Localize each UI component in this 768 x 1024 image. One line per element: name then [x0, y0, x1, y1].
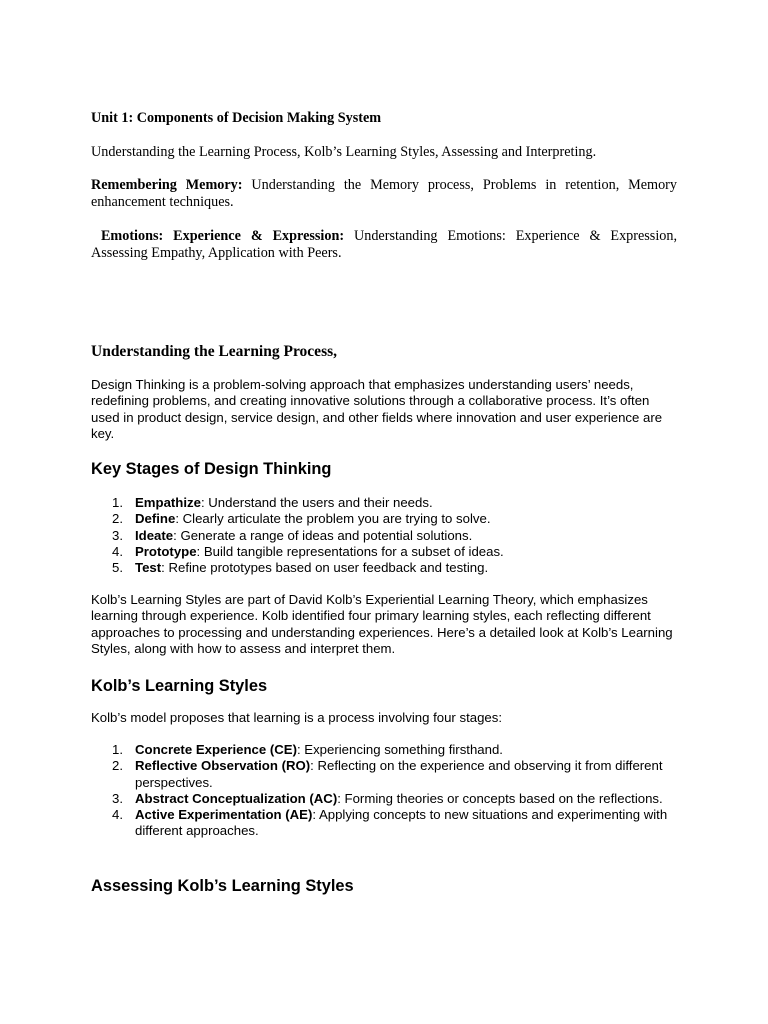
- list-item: [91, 495, 677, 511]
- list-number: 4.: [112, 807, 123, 823]
- stages-list: [91, 495, 677, 576]
- learning-process-heading: Understanding the Learning Process,: [91, 343, 338, 360]
- list-text: : Reflecting on the experience and observing it from different perspectives.: [135, 758, 663, 790]
- list-item: [91, 560, 677, 576]
- list-term: Define: [135, 511, 176, 527]
- list-number: 1.: [112, 742, 123, 757]
- list-item: [91, 758, 677, 791]
- memory-label: Remembering Memory:: [91, 177, 243, 193]
- list-item: [91, 791, 677, 807]
- list-number: 1.: [112, 495, 123, 510]
- list-number: 4.: [112, 543, 123, 559]
- emotions-label: Emotions: Experience & Expression:: [100, 228, 345, 244]
- list-text: : Understand the users and their needs.: [200, 495, 433, 510]
- memory-paragraph: [91, 177, 677, 211]
- list-term: Reflective Observation (RO): [135, 758, 311, 774]
- list-number: 3.: [112, 790, 123, 806]
- list-number: 2.: [112, 511, 123, 527]
- list-term: Active Experimentation (AE): [135, 807, 313, 823]
- intro-line: Understanding the Learning Process, Kolb’s Learning Styles, Assessing and Interpreting.: [91, 144, 597, 160]
- emotions-text: Understanding Emotions: Experience & Expression, Assessing Empathy, Application with Peers.: [91, 228, 677, 261]
- list-term: Abstract Conceptualization (AC): [135, 790, 338, 806]
- kolb-intro-paragraph: Kolb’s Learning Styles are part of David Kolb’s Experiential Learning Theory, which emphasizes learning through experience. Kolb identified four primary learning styles, each reflecting different approaches to processing and understanding experiences. Here’s a detailed look at Kolb’s Learning Styles, along with how to assess and interpret them.: [91, 592, 673, 656]
- kolb-stages-list: [91, 742, 677, 840]
- emotions-paragraph: [91, 228, 677, 262]
- list-text: : Clearly articulate the problem you are trying to solve.: [175, 511, 491, 527]
- list-text: : Experiencing something firsthand.: [296, 742, 503, 757]
- design-thinking-paragraph: Design Thinking is a problem-solving approach that emphasizes understanding users’ needs, redefining problems, and creating innovative solutions through a collaborative process. It’s often used in product design, service design, and other fields where innovation and user experience are key.: [91, 377, 663, 441]
- list-term: Ideate: [135, 527, 174, 543]
- list-term: Test: [135, 560, 162, 576]
- list-number: 5.: [112, 560, 123, 576]
- list-item: [91, 528, 677, 544]
- kolb-model-paragraph: Kolb’s model proposes that learning is a process involving four stages:: [91, 710, 502, 725]
- list-term: Empathize: [135, 495, 201, 510]
- list-number: 2.: [112, 758, 123, 774]
- list-item: [91, 742, 677, 758]
- list-text: : Generate a range of ideas and potential solutions.: [173, 527, 473, 543]
- list-item: [91, 807, 677, 840]
- list-text: : Build tangible representations for a subset of ideas.: [196, 543, 504, 559]
- list-term: Prototype: [135, 543, 197, 559]
- key-stages-heading: Key Stages of Design Thinking: [91, 460, 332, 478]
- unit-title: Unit 1: Components of Decision Making System: [91, 110, 382, 126]
- list-text: : Refine prototypes based on user feedback and testing.: [161, 560, 489, 576]
- assessing-heading: Assessing Kolb’s Learning Styles: [91, 877, 354, 895]
- memory-text: Understanding the Memory process, Problems in retention, Memory enhancement techniques.: [91, 177, 677, 210]
- kolb-styles-heading: Kolb’s Learning Styles: [91, 677, 268, 695]
- list-number: 3.: [112, 527, 123, 543]
- list-text: : Applying concepts to new situations and experimenting with different approaches.: [135, 807, 668, 839]
- list-term: Concrete Experience (CE): [135, 742, 297, 757]
- list-item: [91, 511, 677, 527]
- list-item: [91, 544, 677, 560]
- list-text: : Forming theories or concepts based on the reflections.: [337, 790, 663, 806]
